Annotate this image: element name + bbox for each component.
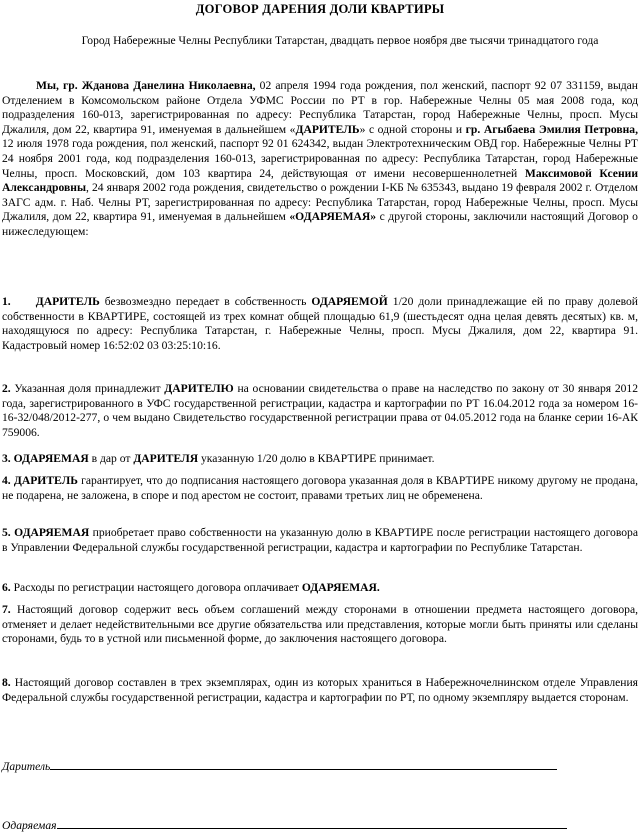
clause-text: гарантирует, что до подписания настоящего договора указанная доля в КВАРТИРЕ никому другому не продана, не подарена, не заложена, в споре и под арестом не состоит, правами третьих лиц не обременена. [2,474,638,502]
document-title: ДОГОВОР ДАРЕНИЯ ДОЛИ КВАРТИРЫ [195,2,445,16]
donor-signature-block [2,759,557,775]
clause-6 [2,581,638,596]
clause-role: ДАРИТЕЛЬ [10,474,78,487]
clause-text: Настоящий договор содержит весь объем соглашений между сторонами в отношении предмета настоящего договора, отменяет и делает недействительными все другие обязательства или представления, которые могли быть приняты или сделаны сторонами, будь то в устной или письменной форме, до заключения настоящего договора. [2,603,638,646]
clause-text: безвозмездно передает в собственность [99,295,312,308]
recipient-signature-block [2,818,567,834]
clause-1 [2,295,638,353]
donor-name: Мы, гр. Жданова Данелина Николаевна, [36,79,256,92]
place-and-date: Город Набережные Челны Республики Татарстан, двадцать первое ноября две тысячи тринадцатого года [81,34,599,47]
clause-5 [2,526,638,555]
donor-signature-line [50,759,557,770]
donor-details: 02 апреля 1994 года рождения, пол женский, паспорт 92 07 331159, выдан Отделением в Комсомольском районе Отдела УФМС России по РТ в гор. Набережные Челны 05 мая 2008 года, код подразделения 160-013, зарегистрированная по адресу: Республика Татарстан, город Набережные Челны, просп. Мусы Джалиля, дом 22, квартира 91, именуемая в дальнейшем « [2,79,638,136]
clause-text: Расходы по регистрации настоящего договора оплачивает [10,581,302,594]
clause-role: ОДАРЯЕМОЙ [311,295,388,308]
recipient-role: «ОДАРЯЕМАЯ» [289,210,377,224]
parties-closing: с другой стороны, заключили настоящий Договор о нижеследующем: [2,210,638,238]
minor-name: Максимовой Ксении Александровны [2,166,638,195]
clause-text: Настоящий договор составлен в трех экземплярах, один из которых храниться в Набережночелнинском отделе Управления Федеральной службы государственной регистрации, кадастра и картографии по РТ, по одному экземпляру выдается сторонам. [2,676,638,704]
recipient-signature-line [57,818,567,829]
clause-number: 4. [2,474,11,487]
clause-text: указанную 1/20 долю в КВАРТИРЕ принимает. [198,452,435,465]
donor-signature-label: Даритель [2,760,51,773]
clause-number: 8. [2,676,11,689]
clause-text: на основании свидетельства о праве на наследство по закону от 30 января 2012 года, зарегистрированного в УФС государственной регистрации, кадастра и картографии по РТ 16.04.2012 года за номером 16-16-32/048/2012-277, о чем выдано Свидетельство государственной регистрации права от 04.05.2012 года на бланке серии 16-АК 759006. [2,382,639,439]
clause-number: 2. [2,382,11,395]
clause-2 [2,382,638,440]
clause-role: ДАРИТЕЛЯ [133,452,199,465]
clause-role: ДАРИТЕЛЬ [35,295,100,308]
recipient-signature-label: Одаряемая [2,819,57,832]
clause-role: ОДАРЯЕМАЯ [10,526,90,539]
clause-role: ОДАРЯЕМАЯ. [301,581,380,594]
clause-role: ДАРИТЕЛЮ [164,382,234,395]
clause-number: 3. [2,452,11,465]
recipient-representative-details: 12 июля 1978 года рождения, пол женский, паспорт 92 01 624342, выдан Электротехническим ОВД гор. Набережные Челны РТ 24 ноября 2001 года, код подразделения 160-013, зарегистрированная по адресу: Республика Татарстан, город Набережные Челны, просп. Московский, дом 103 квартира 24, действующая от имени несовершеннолетней [2,137,638,180]
clause-7 [2,603,638,647]
clause-text: Указанная доля принадлежит [10,382,165,395]
clause-text: приобретает право собственности на указанную долю в КВАРТИРЕ после регистрации настоящего договора в Управлении Федеральной службы государственной регистрации, кадастра и картографии по Республике Татарстан. [2,526,638,554]
recipient-representative-name: гр. Агыбаева Эмилия Петровна, [465,122,638,136]
clause-number: 5. [2,526,11,539]
connector-text: » с одной стороны и [359,122,466,136]
clause-number: 7. [2,603,11,616]
clause-number: 6. [2,581,11,594]
minor-details: , 24 января 2002 года рождения, свидетельство о рождении I-КБ № 635343, выдано 19 февраля 2002 г. Отделом ЗАГС адм. г. Наб. Челны РТ, зарегистрированная по адресу: Республика Татарстан, город Набережные Челны, просп. Мусы Джалиля, дом 22, квартира 91, именуемая в дальнейшем [2,181,638,224]
clause-role: ОДАРЯЕМАЯ [10,452,89,465]
clause-number: 1. [2,295,11,308]
parties-paragraph [2,79,638,240]
clause-text: в дар от [88,452,134,465]
donor-role: ДАРИТЕЛЬ [295,122,360,136]
clause-text: 1/20 доли принадлежащие ей по праву долевой собственности в КВАРТИРЕ, состоящей из трех комнат общей площадью 61,9 (шестьдесят одна целая девять десятых) кв. м, находящуюся по адресу: Республика Татарстан, г. Набережные Челны, просп. Мусы Джалиля, дом 22, квартира 91. Кадастровый номер 16:52:02 03 03:25:10:16. [2,295,638,352]
clause-8 [2,676,638,705]
clause-4 [2,474,638,503]
clause-3 [2,452,638,467]
